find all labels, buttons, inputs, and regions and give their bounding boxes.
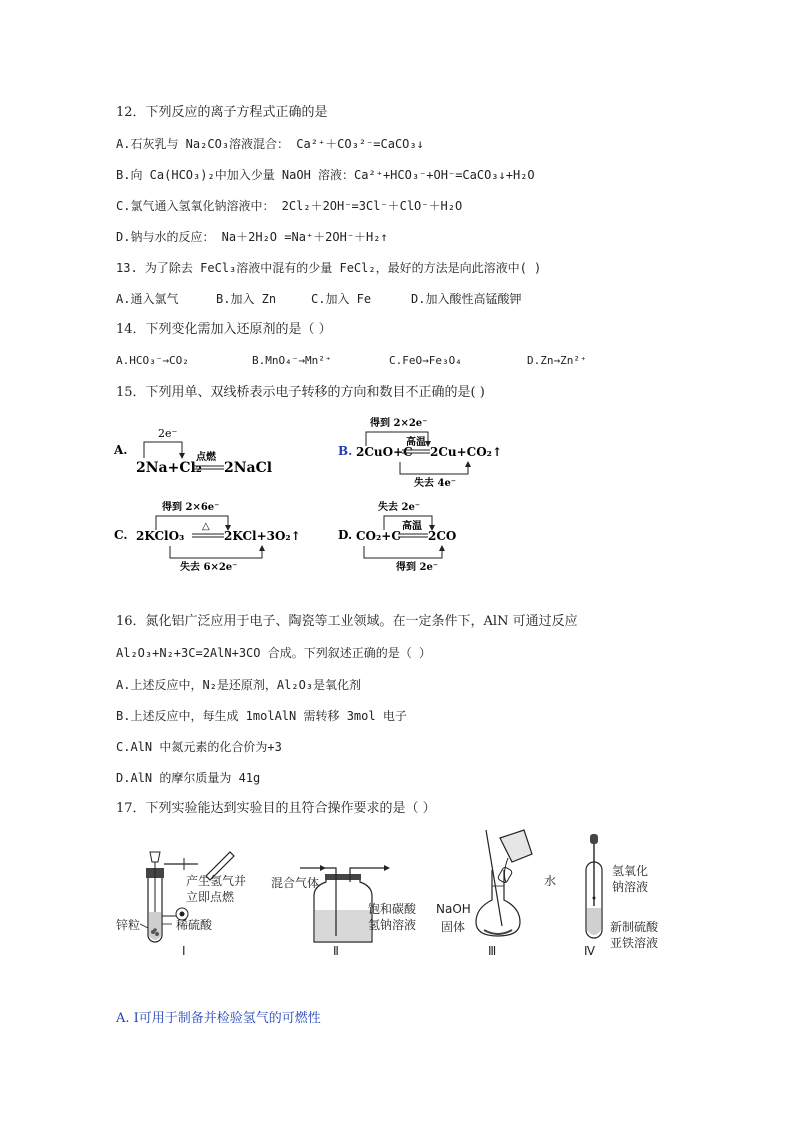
q14-options	[116, 352, 587, 370]
q15-stem: 15．下列用单、双线桥表示电子转移的方向和数目不正确的是( )	[116, 385, 485, 400]
q15-c-top-bridge	[156, 516, 228, 530]
fig1-label-2: 立即点燃	[186, 890, 235, 904]
q15-diagram-a	[110, 420, 310, 480]
q16-option-a: A.上述反应中，N₂是还原剂，Al₂O₃是氧化剂	[116, 678, 362, 692]
q16-stem-line2: Al₂O₃+N₂+3C=2AlN+3CO 合成。下列叙述正确的是（ ）	[116, 646, 431, 660]
acid-liquid	[149, 912, 161, 940]
q16-stem-line1: 16．氮化铝广泛应用于电子、陶瓷等工业领域。在一定条件下，AlN 可通过反应	[116, 614, 578, 629]
q14-stem: 14．下列变化需加入还原剂的是（ ）	[116, 322, 332, 337]
q15-a-right: 2NaCl	[224, 460, 273, 476]
q15-b-cond: 高温	[406, 437, 426, 448]
fig3-water-label: 水	[544, 874, 557, 888]
q15-diagram-b	[330, 412, 530, 492]
q15-a-top: 2e⁻	[158, 427, 178, 440]
q15-c-label: C.	[114, 528, 128, 542]
q15-d-top: 失去 2e⁻	[378, 502, 421, 513]
q12-option-b: B.向 Ca(HCO₃)₂中加入少量 NaOH 溶液：Ca²⁺+HCO₃⁻+OH⁻=CaCO₃↓+H₂O	[116, 168, 535, 182]
fig3-roman: Ⅲ	[488, 944, 497, 958]
funnel	[150, 852, 160, 862]
q15-c-right: 2KCl+3O₂↑	[224, 529, 301, 543]
q15-d-right: 2CO	[428, 529, 457, 543]
fig1-label-1: 产生氢气并	[186, 874, 247, 888]
q15-b-bottom: 失去 4e⁻	[414, 478, 457, 489]
q15-c-bottom-arrowhead	[259, 545, 265, 551]
q15-d-bottom-bridge	[364, 546, 442, 558]
q13-stem: 13. 为了除去 FeCl₃溶液中混有的少量 FeCl₂，最好的方法是向此溶液中( )	[116, 261, 542, 275]
fig1-acid-label: 稀硫酸	[176, 918, 213, 932]
q15-a-cond: 点燃	[196, 452, 216, 463]
q14-option-c: C.FeO→Fe₃O₄	[389, 354, 462, 367]
fig2-gas-label: 混合气体	[271, 876, 320, 890]
q14-option-b: B.MnO₄⁻→Mn²⁺	[252, 354, 332, 367]
q16-option-d: D.AlN 的摩尔质量为 41g	[116, 771, 261, 785]
q15-c-top: 得到 2×6e⁻	[162, 502, 220, 513]
q12-stem: 12．下列反应的离子方程式正确的是	[116, 105, 328, 120]
naoh-solid	[484, 930, 512, 934]
q15-b-right: 2Cu+CO₂↑	[430, 445, 502, 459]
q15-b-left: 2CuO+C	[356, 445, 413, 459]
fig4-top-label-2: 钠溶液	[612, 880, 649, 894]
q15-d-bottom-arrowhead	[439, 545, 445, 551]
q15-diagram-d	[330, 496, 500, 576]
q15-d-bottom: 得到 2e⁻	[396, 562, 439, 573]
q15-a-left: 2Na+Cl₂	[136, 460, 202, 476]
q16-option-b: B.上述反应中，每生成 1molAlN 需转移 3mol 电子	[116, 709, 407, 723]
q12-option-a: A.石灰乳与 Na₂CO₃溶液混合： Ca²⁺＋CO₃²⁻=CaCO₃↓	[116, 137, 424, 151]
q15-b-bottom-arrowhead	[465, 461, 471, 467]
fig3-naoh-label-1: NaOH	[436, 902, 471, 916]
fig2-solution-label-2: 氢钠溶液	[368, 918, 417, 932]
q15-b-top: 得到 2×2e⁻	[370, 418, 428, 429]
glass-rod	[486, 830, 502, 926]
q12-option-c: C.氯气通入氢氧化钠溶液中： 2Cl₂＋2OH⁻=3Cl⁻＋ClO⁻＋H₂O	[116, 199, 463, 213]
q15-a-arrowhead	[179, 453, 185, 459]
q15-a-label: A.	[114, 443, 128, 457]
fig2-solution-label-1: 饱和碳酸	[368, 902, 417, 916]
beaker	[500, 830, 532, 862]
q13-options	[116, 290, 521, 308]
q15-d-left: CO₂+C	[356, 529, 401, 543]
q15-d-cond: 高温	[402, 521, 422, 532]
q17-figure-3	[462, 826, 552, 941]
ferrous-sulfate-solution	[587, 908, 601, 935]
q13-option-d: D.加入酸性高锰酸钾	[411, 292, 522, 306]
fig1-roman: Ⅰ	[182, 944, 186, 958]
q15-c-left: 2KClO₃	[136, 529, 185, 543]
q14-option-a: A.HCO₃⁻→CO₂	[116, 354, 189, 367]
q15-a-bridge	[144, 442, 182, 458]
q15-c-bottom: 失去 6×2e⁻	[180, 562, 238, 573]
fig4-top-label-1: 氢氧化	[612, 864, 649, 878]
q15-c-cond: △	[202, 521, 210, 532]
q13-option-c: C.加入 Fe	[311, 292, 372, 306]
fig4-bottom-label-1: 新制硫酸	[610, 920, 659, 934]
q14-option-d: D.Zn→Zn²⁺	[527, 354, 587, 367]
q15-b-bottom-bridge	[400, 462, 468, 474]
q13-option-b: B.加入 Zn	[216, 292, 277, 306]
q15-diagram-c	[110, 496, 310, 576]
q15-b-label: B.	[338, 444, 353, 458]
q16-option-c: C.AlN 中氮元素的化合价为+3	[116, 740, 282, 754]
q17-answer-a: A. Ⅰ可用于制备并检验氢气的可燃性	[116, 1011, 321, 1026]
fig4-bottom-label-2: 亚铁溶液	[610, 936, 659, 950]
fig3-naoh-label-2: 固体	[441, 920, 466, 934]
q13-option-a: A.通入氯气	[116, 292, 179, 306]
fig4-roman: Ⅳ	[584, 944, 596, 958]
bicarbonate-solution	[315, 910, 371, 941]
q17-stem: 17．下列实验能达到实验目的且符合操作要求的是（ ）	[116, 801, 436, 816]
q12-option-d: D.钠与水的反应： Na＋2H₂O =Na⁺＋2OH⁻＋H₂↑	[116, 230, 388, 244]
dropper-bulb	[590, 834, 598, 844]
q15-c-bottom-bridge	[170, 546, 262, 558]
fig1-zinc-label: 锌粒	[116, 918, 141, 932]
fig2-roman: Ⅱ	[333, 944, 339, 958]
q15-d-label: D.	[338, 528, 353, 542]
bottle-stopper	[325, 874, 361, 880]
